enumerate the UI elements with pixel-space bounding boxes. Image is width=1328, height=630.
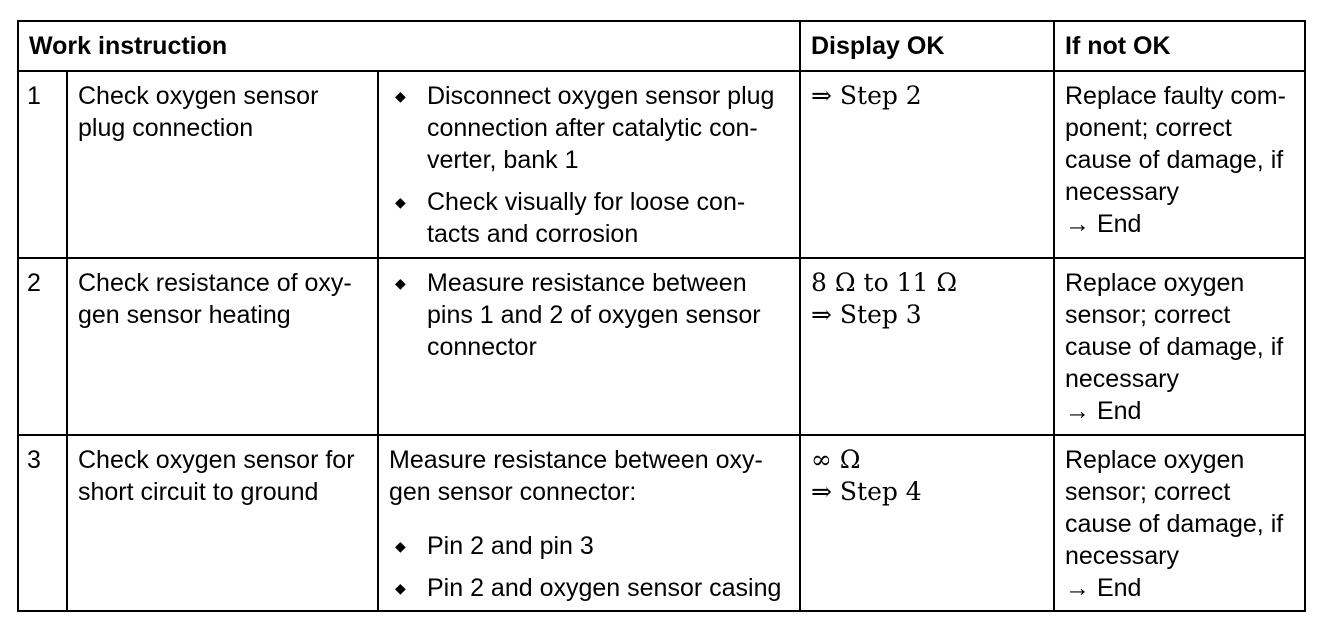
step-title: Check resistance of oxy-gen sensor heating bbox=[67, 258, 378, 435]
action-text: Pin 2 and pin 3 bbox=[427, 532, 594, 560]
header-work-instruction: Work instruction bbox=[18, 21, 800, 71]
list-item bbox=[389, 186, 789, 250]
action-list bbox=[389, 80, 789, 250]
display-ok-cell bbox=[800, 435, 1054, 611]
table-row bbox=[18, 71, 1305, 258]
header-if-not-ok: If not OK bbox=[1054, 21, 1305, 71]
work-instruction-table bbox=[17, 20, 1306, 612]
step-actions bbox=[378, 71, 800, 258]
step-title: Check oxygen sensor for short circuit to ground bbox=[67, 435, 378, 611]
step-number: 2 bbox=[18, 258, 67, 435]
if-not-ok-text: Replace oxygen sensor; correct cause of damage, if necessary bbox=[1065, 446, 1284, 570]
diamond-bullet-icon: ◆ bbox=[395, 538, 406, 554]
action-intro: Measure resistance between oxy-gen sensor connector: bbox=[389, 446, 763, 506]
if-not-ok-end: → End bbox=[1065, 210, 1142, 238]
diamond-bullet-icon: ◆ bbox=[395, 580, 406, 596]
display-next-step: ⇒ Step 3 bbox=[811, 300, 922, 329]
step-actions bbox=[378, 258, 800, 435]
action-text: Check visually for loose con-tacts and corrosion bbox=[427, 188, 746, 248]
list-item bbox=[389, 530, 789, 562]
diamond-bullet-icon: ◆ bbox=[395, 275, 406, 291]
if-not-ok-end: → End bbox=[1065, 574, 1142, 602]
if-not-ok-text: Replace oxygen sensor; correct cause of damage, if necessary bbox=[1065, 269, 1284, 393]
display-next-step: ⇒ Step 4 bbox=[811, 477, 922, 506]
table-header-row bbox=[18, 21, 1305, 71]
action-list bbox=[389, 267, 789, 363]
diamond-bullet-icon: ◆ bbox=[395, 88, 406, 104]
action-text: Disconnect oxygen sensor plug connection after catalytic con-verter, bank 1 bbox=[427, 82, 775, 174]
if-not-ok-end: → End bbox=[1065, 397, 1142, 425]
step-number: 1 bbox=[18, 71, 67, 258]
if-not-ok-text: Replace faulty com-ponent; correct cause of damage, if necessary bbox=[1065, 82, 1286, 206]
if-not-ok-cell bbox=[1054, 435, 1305, 611]
display-value: ∞ Ω bbox=[811, 445, 861, 474]
header-display-ok: Display OK bbox=[800, 21, 1054, 71]
list-item bbox=[389, 267, 789, 363]
table-row bbox=[18, 435, 1305, 611]
if-not-ok-cell bbox=[1054, 258, 1305, 435]
step-actions bbox=[378, 435, 800, 611]
step-number: 3 bbox=[18, 435, 67, 611]
step-title: Check oxygen sensor plug connection bbox=[67, 71, 378, 258]
list-item bbox=[389, 80, 789, 176]
table-row bbox=[18, 258, 1305, 435]
display-next-step: ⇒ Step 2 bbox=[811, 81, 922, 110]
action-text: Pin 2 and oxygen sensor casing bbox=[427, 574, 782, 602]
list-item bbox=[389, 572, 789, 604]
display-ok-cell bbox=[800, 258, 1054, 435]
action-list bbox=[389, 530, 789, 604]
display-value: 8 Ω to 11 Ω bbox=[811, 268, 958, 297]
if-not-ok-cell bbox=[1054, 71, 1305, 258]
display-ok-cell bbox=[800, 71, 1054, 258]
diamond-bullet-icon: ◆ bbox=[395, 194, 406, 210]
action-text: Measure resistance between pins 1 and 2 of oxygen sensor connector bbox=[427, 269, 761, 361]
